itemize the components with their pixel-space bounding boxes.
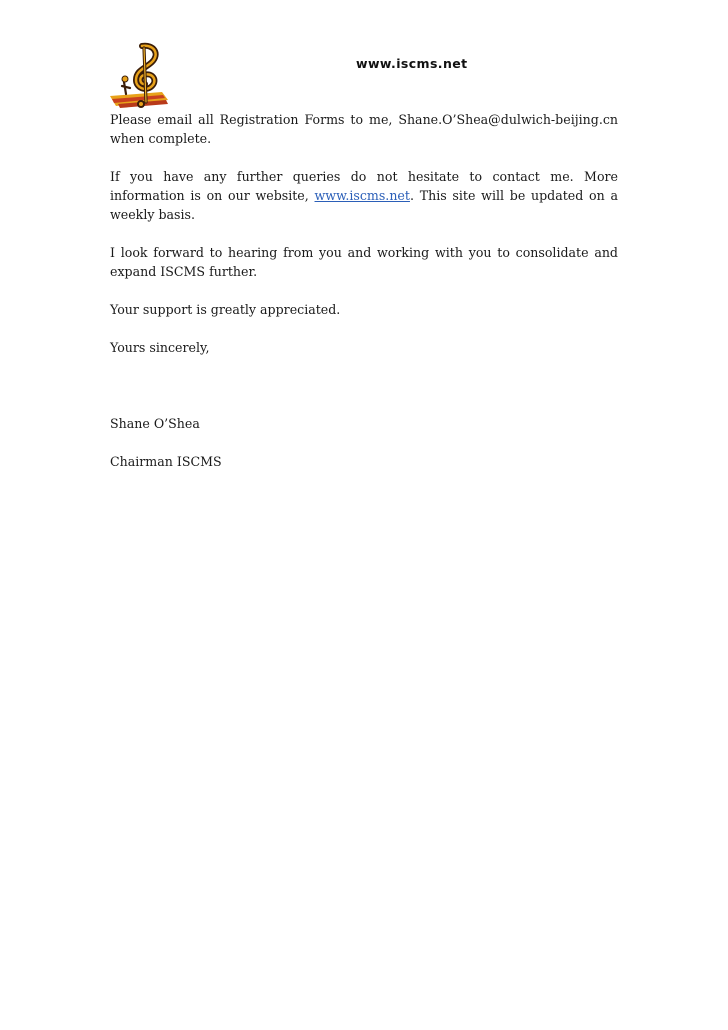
closing-line: Yours sincerely, xyxy=(110,340,210,355)
paragraph-support: Your support is greatly appreciated. xyxy=(110,302,341,317)
letter-body xyxy=(110,110,618,490)
site-url-header: www.iscms.net xyxy=(356,56,468,71)
paragraph-queries-text: If you have any further queries do not hesitate to contact me. More information is on our website, xyxy=(110,169,618,203)
paragraph-look-forward: I look forward to hearing from you and working with you to consolidate and expand ISCMS further. xyxy=(110,245,618,279)
website-link[interactable]: www.iscms.net xyxy=(314,188,410,203)
paragraph-queries xyxy=(110,167,618,224)
paragraph-registration: Please email all Registration Forms to me, Shane.O’Shea@dulwich-beijing.cn when complete. xyxy=(110,112,618,146)
treble-clef-logo-icon xyxy=(108,42,174,112)
signature-space xyxy=(110,376,618,414)
signature-name: Shane O’Shea xyxy=(110,416,200,431)
paragraph-queries-end: . This site will be updated on a weekly basis. xyxy=(110,188,618,222)
signature-title: Chairman ISCMS xyxy=(110,454,222,469)
